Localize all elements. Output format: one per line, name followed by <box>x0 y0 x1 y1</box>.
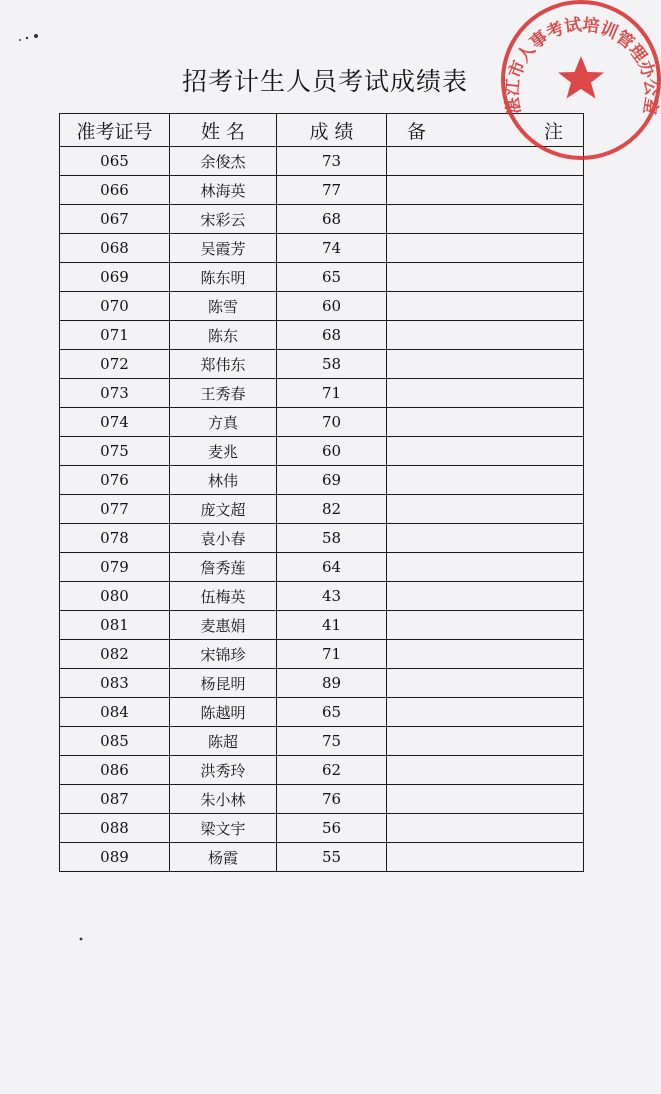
cell-remark <box>387 495 584 524</box>
cell-name: 袁小春 <box>170 524 277 553</box>
cell-score: 62 <box>277 756 387 785</box>
cell-remark <box>387 379 584 408</box>
cell-name: 宋锦珍 <box>170 640 277 669</box>
cell-remark <box>387 640 584 669</box>
cell-remark <box>387 466 584 495</box>
cell-exam-id: 080 <box>60 582 170 611</box>
header-score: 成 绩 <box>277 114 387 147</box>
cell-name: 王秀春 <box>170 379 277 408</box>
cell-exam-id: 066 <box>60 176 170 205</box>
cell-name: 梁文宇 <box>170 814 277 843</box>
cell-remark <box>387 785 584 814</box>
cell-exam-id: 083 <box>60 669 170 698</box>
official-seal <box>497 0 661 166</box>
cell-score: 76 <box>277 785 387 814</box>
table-row <box>60 176 584 205</box>
cell-remark <box>387 553 584 582</box>
cell-remark <box>387 292 584 321</box>
table-row <box>60 263 584 292</box>
table-row <box>60 756 584 785</box>
cell-name: 吴霞芳 <box>170 234 277 263</box>
table-row <box>60 553 584 582</box>
cell-exam-id: 089 <box>60 843 170 872</box>
cell-name: 方真 <box>170 408 277 437</box>
table-row <box>60 611 584 640</box>
cell-name: 宋彩云 <box>170 205 277 234</box>
table-row <box>60 524 584 553</box>
cell-remark <box>387 350 584 379</box>
cell-name: 陈东 <box>170 321 277 350</box>
cell-name: 杨昆明 <box>170 669 277 698</box>
cell-score: 58 <box>277 350 387 379</box>
cell-score: 74 <box>277 234 387 263</box>
cell-remark <box>387 843 584 872</box>
header-remark-char-1: 备 <box>406 120 426 143</box>
cell-name: 庞文超 <box>170 495 277 524</box>
header-remark-char-2: 注 <box>544 120 564 143</box>
cell-name: 陈越明 <box>170 698 277 727</box>
cell-remark <box>387 437 584 466</box>
cell-score: 41 <box>277 611 387 640</box>
cell-name: 陈东明 <box>170 263 277 292</box>
header-name: 姓 名 <box>170 114 277 147</box>
cell-score: 43 <box>277 582 387 611</box>
cell-score: 60 <box>277 292 387 321</box>
cell-score: 73 <box>277 147 387 176</box>
score-table <box>59 113 584 872</box>
cell-name: 洪秀玲 <box>170 756 277 785</box>
cell-score: 68 <box>277 205 387 234</box>
cell-name: 伍梅英 <box>170 582 277 611</box>
cell-exam-id: 068 <box>60 234 170 263</box>
cell-exam-id: 074 <box>60 408 170 437</box>
cell-score: 75 <box>277 727 387 756</box>
cell-exam-id: 075 <box>60 437 170 466</box>
cell-remark <box>387 205 584 234</box>
cell-score: 60 <box>277 437 387 466</box>
table-row <box>60 234 584 263</box>
cell-name: 麦惠娟 <box>170 611 277 640</box>
cell-exam-id: 081 <box>60 611 170 640</box>
star-icon <box>558 56 604 99</box>
table-row <box>60 321 584 350</box>
table-row <box>60 408 584 437</box>
cell-exam-id: 069 <box>60 263 170 292</box>
cell-remark <box>387 176 584 205</box>
cell-remark <box>387 814 584 843</box>
cell-score: 89 <box>277 669 387 698</box>
cell-score: 64 <box>277 553 387 582</box>
cell-score: 82 <box>277 495 387 524</box>
cell-exam-id: 078 <box>60 524 170 553</box>
cell-remark <box>387 611 584 640</box>
cell-remark <box>387 756 584 785</box>
cell-score: 68 <box>277 321 387 350</box>
cell-score: 71 <box>277 640 387 669</box>
cell-name: 郑伟东 <box>170 350 277 379</box>
cell-score: 58 <box>277 524 387 553</box>
table-row <box>60 292 584 321</box>
cell-name: 麦兆 <box>170 437 277 466</box>
cell-exam-id: 085 <box>60 727 170 756</box>
cell-exam-id: 084 <box>60 698 170 727</box>
seal-text: 湛江市人事考试培训管理办公室 <box>502 15 661 116</box>
cell-exam-id: 087 <box>60 785 170 814</box>
table-row <box>60 727 584 756</box>
cell-score: 55 <box>277 843 387 872</box>
cell-exam-id: 077 <box>60 495 170 524</box>
score-table-body <box>60 147 584 872</box>
cell-remark <box>387 669 584 698</box>
cell-score: 71 <box>277 379 387 408</box>
cell-exam-id: 067 <box>60 205 170 234</box>
table-row <box>60 582 584 611</box>
cell-name: 陈雪 <box>170 292 277 321</box>
cell-remark <box>387 582 584 611</box>
cell-exam-id: 070 <box>60 292 170 321</box>
cell-exam-id: 082 <box>60 640 170 669</box>
cell-score: 65 <box>277 698 387 727</box>
table-row <box>60 437 584 466</box>
cell-remark <box>387 727 584 756</box>
cell-exam-id: 086 <box>60 756 170 785</box>
cell-name: 林伟 <box>170 466 277 495</box>
cell-name: 林海英 <box>170 176 277 205</box>
cell-score: 65 <box>277 263 387 292</box>
table-row <box>60 350 584 379</box>
cell-exam-id: 071 <box>60 321 170 350</box>
table-row <box>60 785 584 814</box>
table-row <box>60 379 584 408</box>
cell-remark <box>387 321 584 350</box>
cell-score: 69 <box>277 466 387 495</box>
cell-name: 杨霞 <box>170 843 277 872</box>
table-row <box>60 814 584 843</box>
cell-score: 56 <box>277 814 387 843</box>
cell-name: 詹秀莲 <box>170 553 277 582</box>
table-row <box>60 669 584 698</box>
cell-name: 朱小林 <box>170 785 277 814</box>
cell-remark <box>387 234 584 263</box>
cell-exam-id: 088 <box>60 814 170 843</box>
cell-name: 余俊杰 <box>170 147 277 176</box>
table-row <box>60 466 584 495</box>
table-row <box>60 495 584 524</box>
cell-exam-id: 072 <box>60 350 170 379</box>
cell-score: 70 <box>277 408 387 437</box>
cell-remark <box>387 524 584 553</box>
cell-exam-id: 079 <box>60 553 170 582</box>
table-row <box>60 205 584 234</box>
cell-exam-id: 076 <box>60 466 170 495</box>
cell-exam-id: 073 <box>60 379 170 408</box>
header-exam-id: 准考证号 <box>60 114 170 147</box>
cell-remark <box>387 263 584 292</box>
page-title: 招考计生人员考试成绩表 <box>181 67 468 96</box>
table-row <box>60 698 584 727</box>
cell-name: 陈超 <box>170 727 277 756</box>
table-row <box>60 640 584 669</box>
table-row <box>60 843 584 872</box>
cell-exam-id: 065 <box>60 147 170 176</box>
cell-remark <box>387 698 584 727</box>
cell-score: 77 <box>277 176 387 205</box>
cell-remark <box>387 408 584 437</box>
